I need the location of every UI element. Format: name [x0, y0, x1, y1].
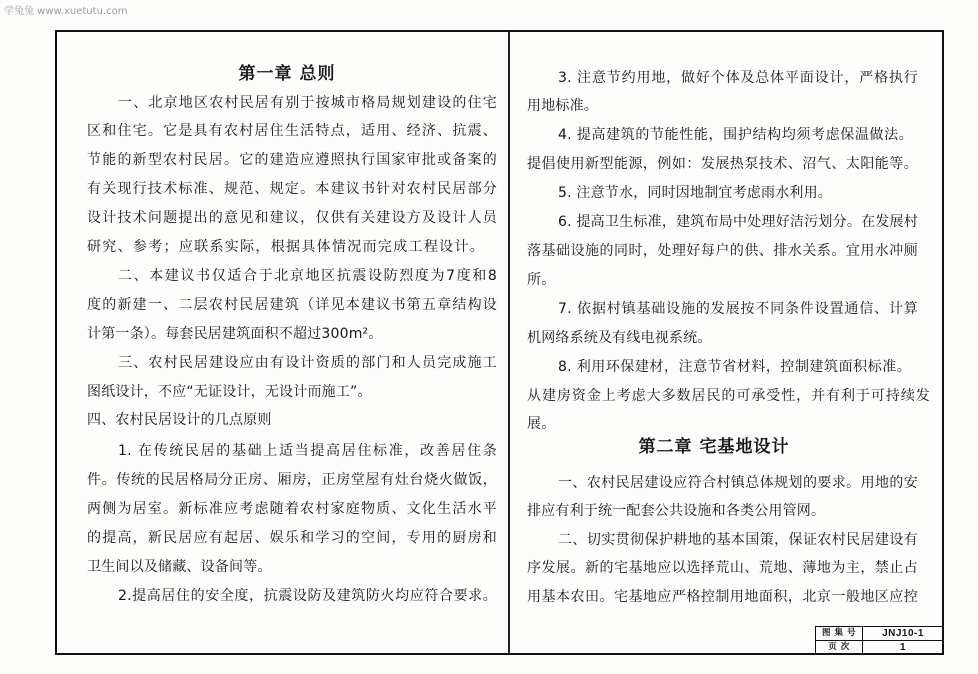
- text-line: 件。传统的民居格局分正房、厢房，正房堂屋有灶台烧火做饭，: [87, 472, 497, 488]
- text-line: 的提高，新民居应有起居、娱乐和学习的空间，专用的厨房和: [87, 530, 497, 546]
- text-line: 研究、参考；应联系实际，根据具体情况而完成工程设计。: [87, 239, 484, 255]
- text-line: 8. 利用环保建材，注意节省材料，控制建筑面积标准。: [558, 359, 911, 375]
- text-line: 5. 注意节水，同时因地制宜考虑雨水利用。: [558, 185, 833, 201]
- text-line: 4. 提高建筑的节能性能，围护结构均须考虑保温做法。: [558, 127, 913, 143]
- text-line: 展。: [527, 416, 556, 432]
- text-line: 计第一条）。每套民居建筑面积不超过300m²。: [87, 326, 383, 342]
- text-line: 卫生间以及储藏、设备间等。: [87, 559, 272, 575]
- text-line: 设计技术问题提出的意见和建议，仅供有关建设方及设计人员: [87, 210, 497, 226]
- text-line: 落基础设施的同时，处理好每户的供、排水关系。宜用水冲厕: [527, 243, 918, 259]
- text-line: 7. 依据村镇基础设施的发展按不同条件设置通信、计算: [558, 301, 918, 317]
- text-line: 用基本农田。宅基地应严格控制用地面积，北京一般地区应控: [527, 589, 918, 605]
- watermark: 学兔兔 www.xuetutu.com: [4, 6, 128, 17]
- page-number-value: 1: [899, 642, 907, 653]
- chapter-title: 第二章 宅基地设计: [638, 437, 790, 457]
- text-line: 三、农村民居建设应由有设计资质的部门和人员完成施工: [118, 355, 497, 371]
- text-line: 两侧为居室。新标准应考虑随着农村家庭物质、文化生活水平: [87, 501, 497, 517]
- text-line: 3. 注意节约用地，做好个体及总体平面设计，严格执行: [558, 70, 918, 86]
- chapter-title: 第一章 总则: [238, 64, 336, 84]
- text-line: 用地标准。: [527, 98, 598, 114]
- text-line: 2.提高居住的安全度，抗震设防及建筑防火均应符合要求。: [118, 588, 497, 604]
- text-line: 图纸设计，不应“无证设计，无设计而施工”。: [87, 384, 372, 400]
- text-line: 排应有利于统一配套公共设施和各类公用管网。: [527, 503, 826, 519]
- text-line: 四、农村民居设计的几点原则: [87, 412, 272, 428]
- column-divider: [508, 31, 510, 654]
- text-line: 机网络系统及有线电视系统。: [527, 330, 712, 346]
- title-block: [815, 626, 943, 654]
- page-number-label: 页 次: [828, 642, 850, 652]
- text-line: 区和住宅。它是具有农村居住生活特点，适用、经济、抗震、: [87, 123, 497, 139]
- text-line: 二、本建议书仅适合于北京地区抗震设防烈度为7度和8: [118, 268, 497, 284]
- text-line: 一、北京地区农村民居有别于按城市格局规划建设的住宅: [118, 95, 497, 111]
- text-line: 有关现行技术标准、规范、规定。本建议书针对农村民居部分: [87, 181, 497, 197]
- text-line: 一、农村民居建设应符合村镇总体规划的要求。用地的安: [558, 475, 918, 491]
- text-line: 序发展。新的宅基地应以选择荒山、荒地、薄地为主，禁止占: [527, 560, 918, 576]
- text-line: 1. 在传统民居的基础上适当提高居住标准，改善居住条: [118, 443, 497, 459]
- text-line: 提倡使用新型能源，例如：发展热泵技术、沼气、太阳能等。: [527, 156, 918, 172]
- text-line: 度的新建一、二层农村民居建筑（详见本建议书第五章结构设: [87, 297, 497, 313]
- text-line: 6. 提高卫生标准，建筑布局中处理好洁污划分。在发展村: [558, 214, 918, 230]
- text-line: 节能的新型农村民居。它的建造应遵照执行国家审批或备案的: [87, 152, 497, 168]
- atlas-number-value: JNJ10-1: [882, 628, 924, 639]
- text-line: 二、切实贯彻保护耕地的基本国策，保证农村民居建设有: [558, 532, 918, 548]
- atlas-number-label: 图 集 号: [822, 628, 856, 638]
- text-line: 所。: [527, 272, 556, 288]
- text-line: 从建房资金上考虑大多数居民的可承受性，并有利于可持续发: [527, 388, 930, 404]
